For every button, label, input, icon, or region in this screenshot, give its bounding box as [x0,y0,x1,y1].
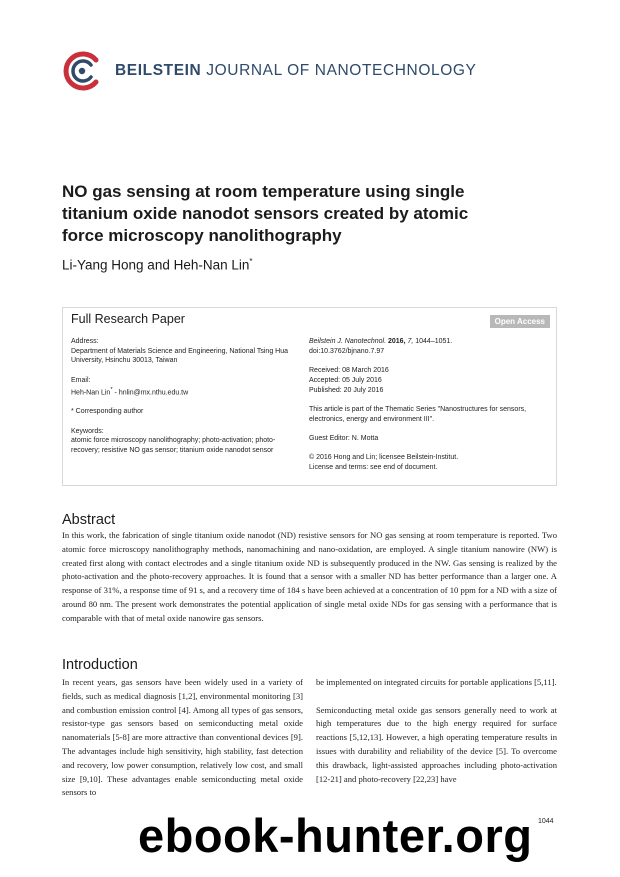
journal-name-bold: BEILSTEIN [115,62,202,79]
citation-year: 2016, [386,338,406,345]
address-label: Address: [71,338,99,345]
author-mark: * [249,257,253,266]
email-name: Heh-Nan Lin [71,388,111,396]
intro-paragraph-continued: be implemented on integrated circuits for portable applications [5,11]. [316,677,557,687]
citation [309,337,549,347]
email-mark: * [110,386,113,393]
intro-paragraph-2: Semiconducting metal oxide gas sensors generally need to work at high temperatures due to the high energy required for surface reactions [5,12,13]. However, a high operating temperature results in issues with durability and reliability of the device [5]. To overcome this drawback, light-assisted approaches including photo-activation [12-21] and photo-recovery [22,23] have [316,704,557,784]
citation-pages: 1044–1051. [413,338,453,345]
doi-link[interactable]: doi:10.3762/bjnano.7.97 [309,347,385,355]
journal-logo-icon [62,51,102,91]
address-text: Department of Materials Science and Engineering, National Tsing Hua University, Hsinchu 30013, Taiwan [71,347,288,365]
info-left-column [71,337,293,456]
citation-journal: Beilstein J. Nanotechnol. [309,338,387,345]
thematic-series: This article is part of the Thematic Series "Nanostructures for sensors, electronics, energy and environment III". [309,405,527,423]
email-line [71,386,293,398]
copyright: © 2016 Hong and Lin; licensee Beilstein-Institut. [309,454,459,462]
article-authors [62,257,253,273]
authors-text: Li-Yang Hong and Heh-Nan Lin [62,257,250,273]
guest-editor: Guest Editor: N. Motta [309,434,379,442]
article-title: NO gas sensing at room temperature using single titanium oxide nanodot sensors created by atomic force microscopy nanolithography [62,182,469,245]
license: License and terms: see end of document. [309,464,438,472]
journal-name-rest: JOURNAL OF NANOTECHNOLOGY [201,62,477,79]
abstract-text: In this work, the fabrication of single titanium oxide nanodot (ND) resistive sensors for NO gas sensing at room temperature is reported. Two atomic force microscopy nanolithography methods, nanomachining and nano-oxidation, are employed. A single titanium nanowire (NW) is created first along with contact electrodes and a single titanium oxide ND is subsequently produced in the NW. Gas sensing is realized by the photo-activation and the photo-recovery approaches. It is found that a sensor with a smaller ND has better performance than a larger one. A response of 31%, a response time of 91 s, and a recovery time of 184 s have been achieved at a concentration of 10 ppm for a ND with a size of around 80 nm. The present work demonstrates the potential application of single metal oxide NDs for gas sensing with a performance that is comparable with that of metal oxide nanowire gas sensors. [62,530,557,623]
corresponding-author: * Corresponding author [71,408,144,416]
email-address-link[interactable]: - hnlin@mx.nthu.edu.tw [112,388,189,396]
introduction-heading: Introduction [62,657,138,673]
keywords-label: Keywords: [71,427,104,435]
journal-name [115,62,476,80]
email-label: Email: [71,376,91,384]
received-date: Received: 08 March 2016 [309,367,389,375]
watermark: ebook-hunter.org [138,809,533,862]
paper-type: Full Research Paper [71,312,185,326]
intro-right-column [316,676,557,786]
citation-volume: 7, [405,338,414,345]
abstract-heading: Abstract [62,512,116,528]
page-number: 1044 [538,818,554,825]
info-right-column [309,337,549,473]
accepted-date: Accepted: 05 July 2016 [309,376,382,384]
intro-left-column [62,676,303,800]
article-info-box [62,307,557,486]
intro-paragraph-1: In recent years, gas sensors have been widely used in a variety of fields, such as medical diagnosis [1,2], environmental monitoring [3] and combustion emission control [4]. Among all types of gas sensors, resistor-type gas sensors based on semiconducting metal oxide nanomaterials [5-8] are more attractive than conventional devices [9]. The advantages include high sensitivity, high stability, fast detection and recovery, low power consumption, relatively low cost, and small size [9,10]. These advantages enable semiconducting metal oxide sensors to [62,677,303,798]
keywords-text: atomic force microscopy nanolithography; photo-activation; photo-recovery; resistive NO gas sensor; titanium oxide nanodot sensor [71,437,276,455]
published-date: Published: 20 July 2016 [309,386,384,394]
open-access-badge: Open Access [490,315,550,328]
